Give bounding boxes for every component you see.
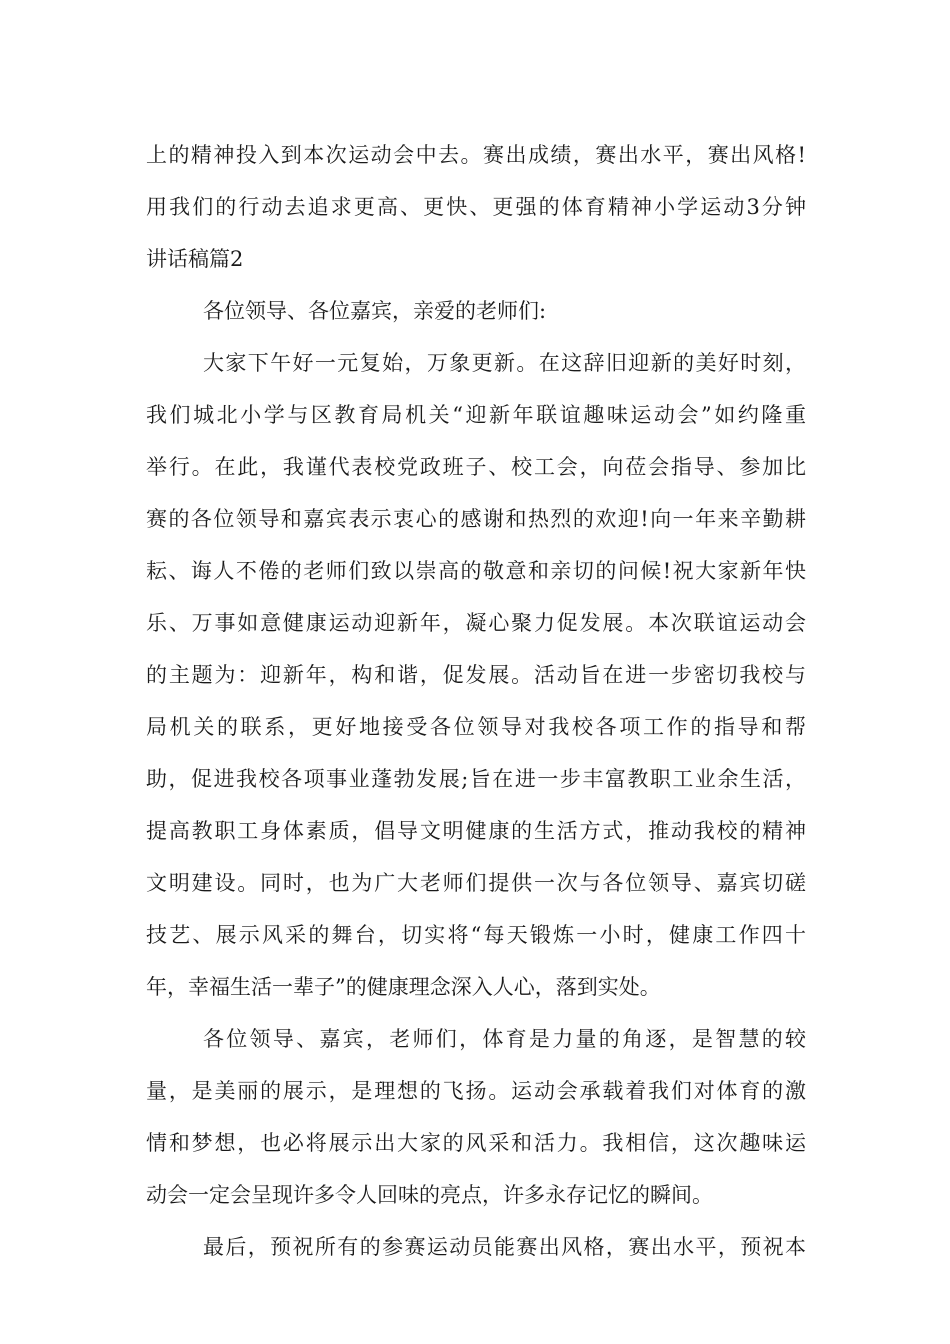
text-line: 我们城北小学与区教育局机关“迎新年联谊趣味运动会”如约隆重 (146, 403, 806, 427)
text-line: 年，幸福生活一辈子”的健康理念深入人心，落到实处。 (146, 975, 661, 999)
text-line: 提高教职工身体素质，倡导文明健康的生活方式，推动我校的精神 (146, 819, 806, 843)
text-line: 讲话稿篇2 (146, 247, 244, 271)
paragraph-line: 最后，预祝所有的参赛运动员能赛出风格，赛出水平，预祝本 (203, 1235, 806, 1259)
text-line: 量，是美丽的展示，是理想的飞扬。运动会承载着我们对体育的激 (146, 1079, 806, 1103)
text-line: 文明建设。同时，也为广大老师们提供一次与各位领导、嘉宾切磋 (146, 871, 806, 895)
paragraph-line: 大家下午好一元复始，万象更新。在这辞旧迎新的美好时刻， (203, 351, 806, 375)
text-line: 举行。在此，我谨代表校党政班子、校工会，向莅会指导、参加比 (146, 455, 806, 479)
text-line: 局机关的联系，更好地接受各位领导对我校各项工作的指导和帮 (146, 715, 806, 739)
text-line: 乐、万事如意健康运动迎新年，凝心聚力促发展。本次联谊运动会 (146, 611, 806, 635)
text-line: 赛的各位领导和嘉宾表示衷心的感谢和热烈的欢迎!向一年来辛勤耕 (146, 507, 806, 531)
text-line: 上的精神投入到本次运动会中去。赛出成绩，赛出水平，赛出风格! (146, 143, 806, 167)
text-line: 情和梦想，也必将展示出大家的风采和活力。我相信，这次趣味运 (146, 1131, 806, 1155)
paragraph-line: 各位领导、各位嘉宾，亲爱的老师们: (203, 299, 547, 323)
text-line: 用我们的行动去追求更高、更快、更强的体育精神小学运动3分钟 (146, 195, 806, 219)
text-line: 动会一定会呈现许多令人回味的亮点，许多永存记忆的瞬间。 (146, 1183, 713, 1207)
text-line: 耘、诲人不倦的老师们致以崇高的敬意和亲切的问候!祝大家新年快 (146, 559, 806, 583)
text-line: 的主题为：迎新年，构和谐，促发展。活动旨在进一步密切我校与 (146, 663, 806, 687)
paragraph-line: 各位领导、嘉宾，老师们，体育是力量的角逐，是智慧的较 (203, 1027, 806, 1051)
text-line: 助，促进我校各项事业蓬勃发展;旨在进一步丰富教职工业余生活， (146, 767, 806, 791)
text-line: 技艺、展示风采的舞台，切实将“每天锻炼一小时，健康工作四十 (146, 923, 806, 947)
